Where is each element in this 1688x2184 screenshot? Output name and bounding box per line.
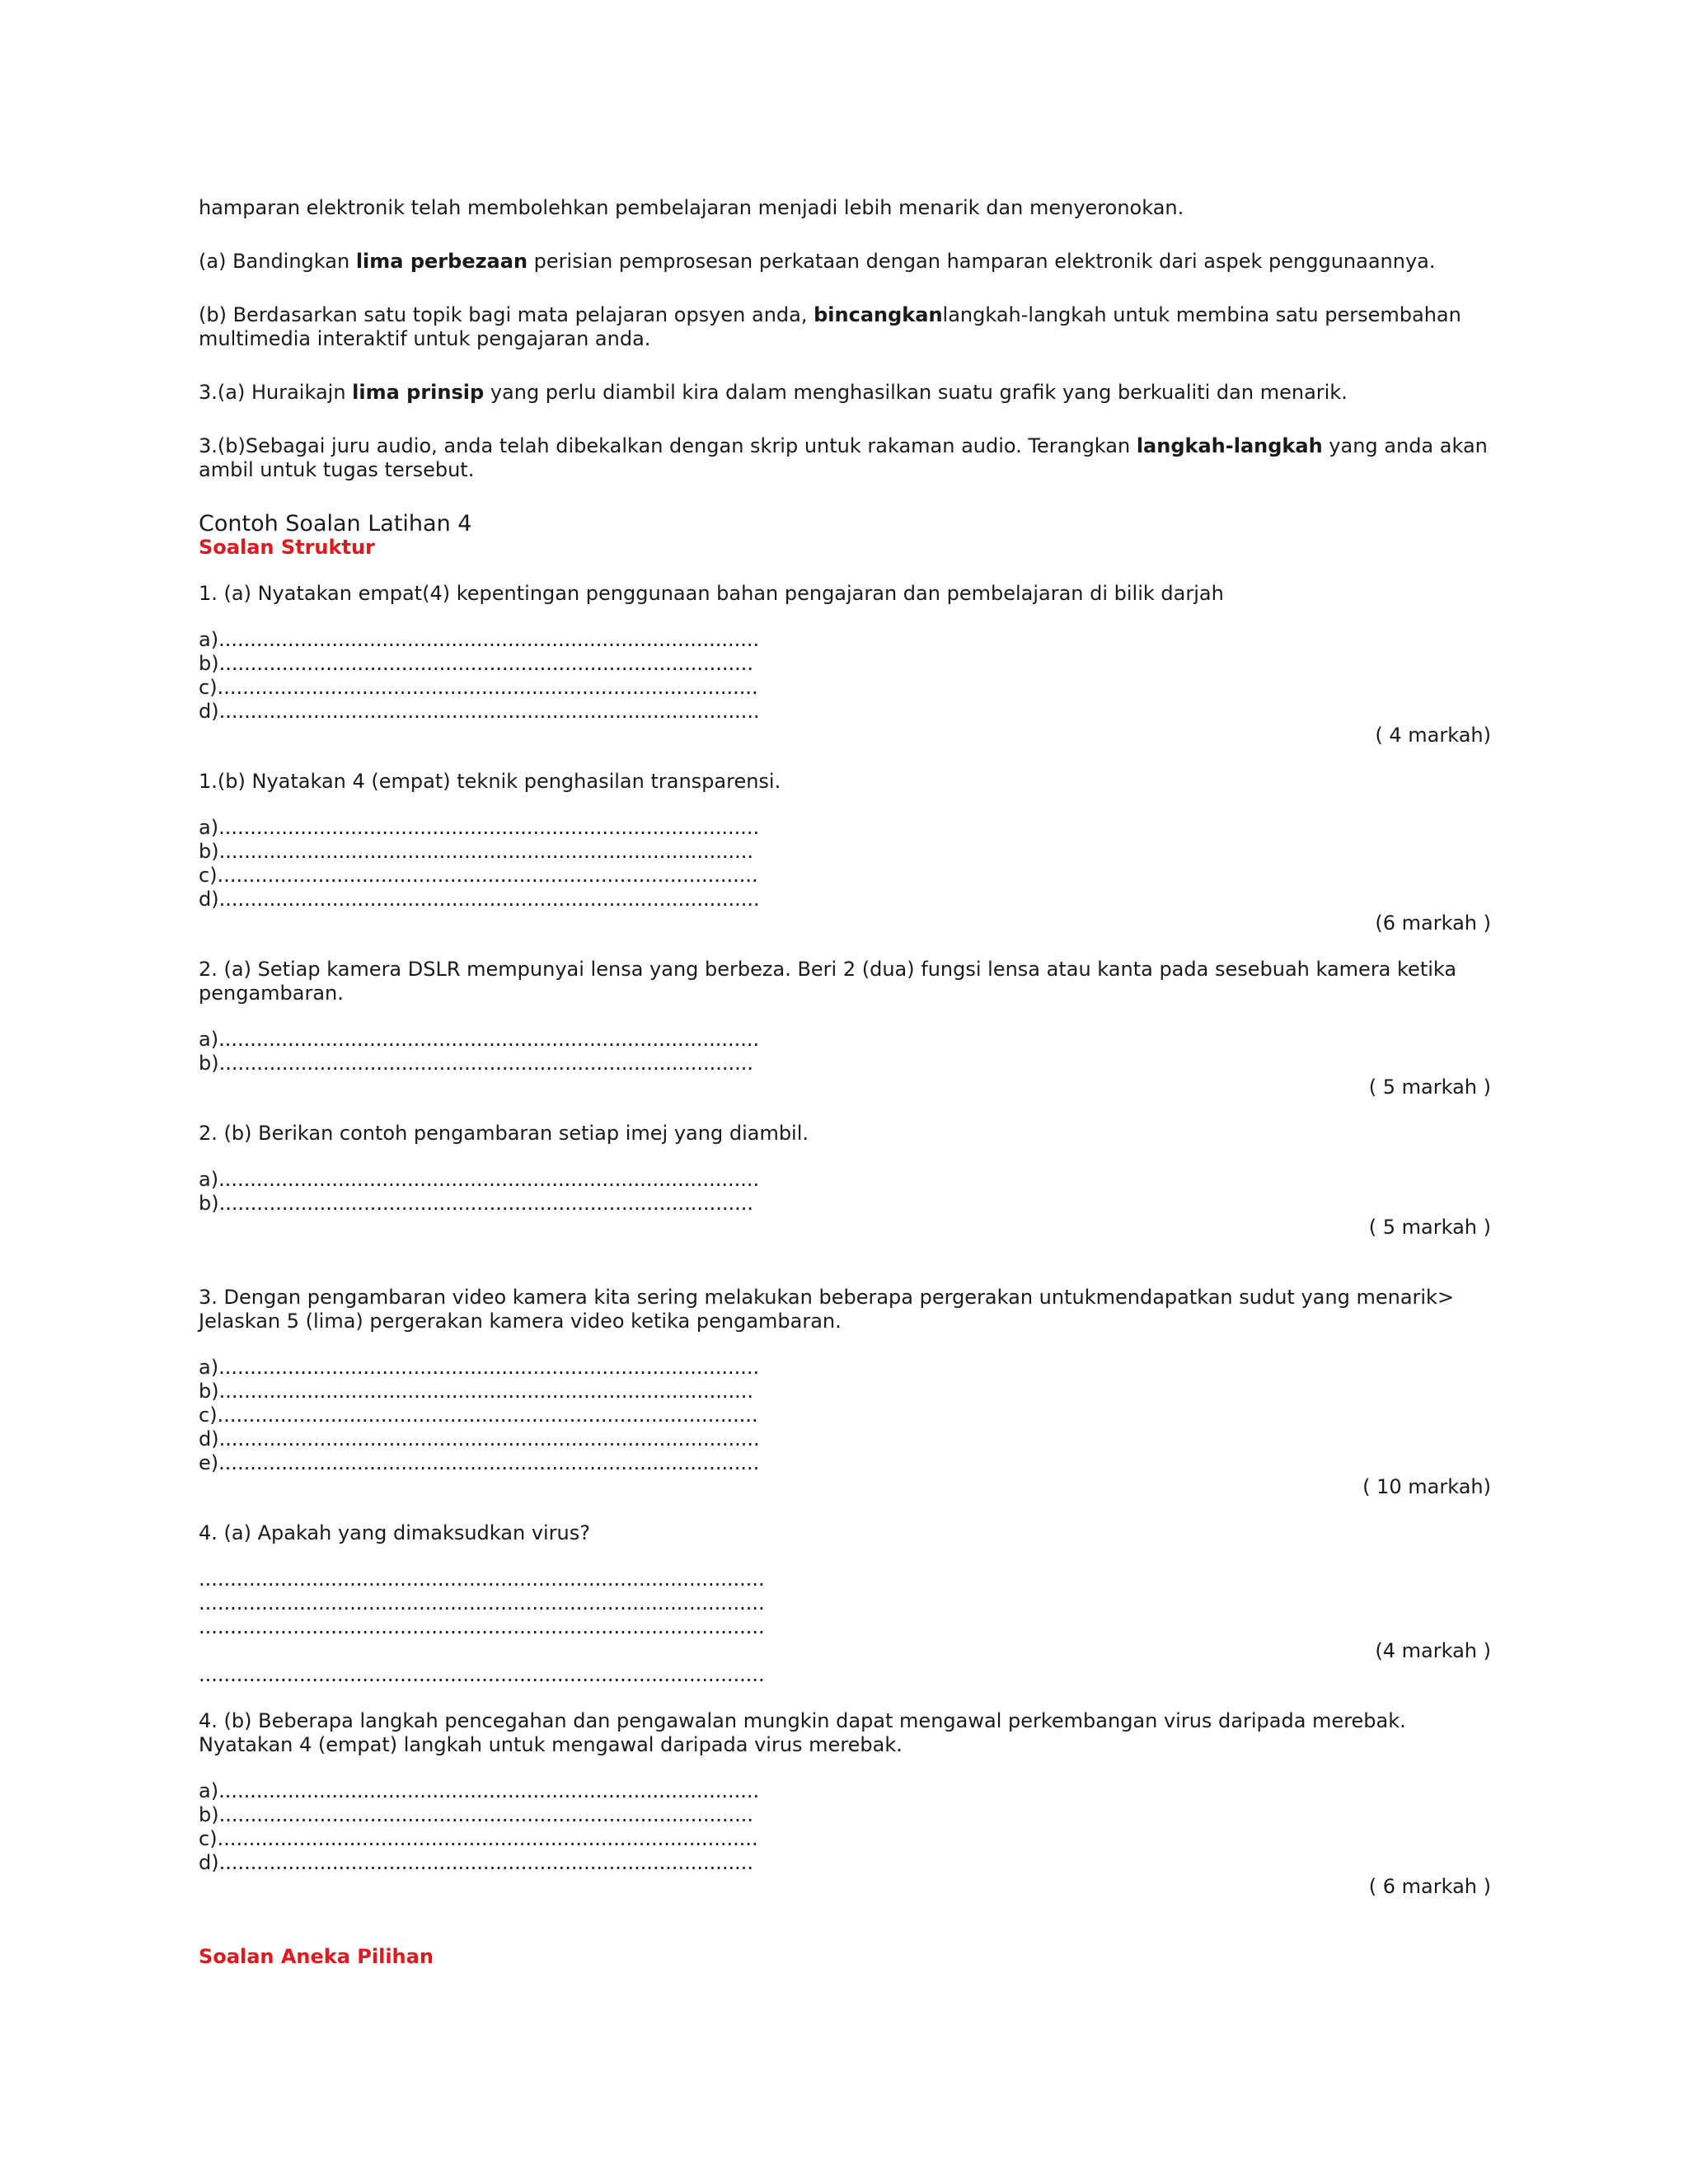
answer-line: d)......................................................................................: [199, 1427, 760, 1451]
struct-q2b-text: 2. (b) Berikan contoh pengambaran setiap imej yang diambil.: [199, 1122, 809, 1145]
answer-line: a)......................................................................................: [199, 1356, 760, 1379]
answer-line: c)......................................................................................: [199, 1827, 758, 1850]
question-3b-text: 3.(b)Sebagai juru audio, anda telah dibekalkan dengan skrip untuk rakaman audio. Terangkan langkah-langkah yang anda akan ambil untuk tugas tersebut.: [199, 434, 1488, 481]
struct-q3-answers: [199, 1356, 1491, 1475]
struct-q1a-text: 1. (a) Nyatakan empat(4) kepentingan penggunaan bahan pengajaran dan pembelajaran di bilik darjah: [199, 582, 1224, 605]
answer-line: a)......................................................................................: [199, 1028, 760, 1051]
question-2b-text: (b) Berdasarkan satu topik bagi mata pelajaran opsyen anda, bincangkanlangkah-langkah untuk membina satu persembahan multimedia interaktif untuk pengajaran anda.: [199, 303, 1461, 350]
struct-q1a-answers: [199, 628, 1491, 724]
answer-line: d)......................................................................................: [199, 888, 760, 911]
intro-line: hamparan elektronik telah membolehkan pembelajaran menjadi lebih menarik dan menyeronokan.: [199, 196, 1184, 219]
answer-line: b).....................................................................................: [199, 1192, 754, 1215]
struct-q1b-answers: [199, 816, 1491, 912]
struct-q4a-answers: [199, 1568, 1491, 1639]
answer-line: e)......................................................................................: [199, 1451, 760, 1474]
struct-q4b-text: 4. (b) Beberapa langkah pencegahan dan pengawalan mungkin dapat mengawal perkembangan virus daripada merebak. Nyatakan 4 (empat) langkah untuk mengawal daripada virus merebak.: [199, 1709, 1406, 1756]
answer-line: b).....................................................................................: [199, 1803, 754, 1826]
answer-line: ..........................................................................................: [199, 1591, 765, 1615]
answer-line: a)......................................................................................: [199, 628, 760, 651]
answer-line: ..........................................................................................: [199, 1615, 765, 1638]
struct-q1b-text: 1.(b) Nyatakan 4 (empat) teknik penghasilan transparensi.: [199, 770, 781, 793]
struct-q4b-answers: [199, 1779, 1491, 1875]
struct-q2a-text: 2. (a) Setiap kamera DSLR mempunyai lensa yang berbeza. Beri 2 (dua) fungsi lensa atau kanta pada sesebuah kamera ketika pengambaran.: [199, 958, 1457, 1005]
answer-line: b).....................................................................................: [199, 1380, 754, 1403]
struct-q2a-answers: [199, 1028, 1491, 1076]
struct-q1b-marks: (6 markah ): [1375, 912, 1491, 935]
struct-q4a-after: [199, 1663, 1491, 1687]
struct-q3-marks: ( 10 markah): [1362, 1475, 1491, 1498]
answer-line: b).....................................................................................: [199, 1052, 754, 1075]
section-subtitle: Soalan Struktur: [199, 536, 375, 559]
answer-line: a)......................................................................................: [199, 816, 760, 839]
struct-q2b-answers: [199, 1168, 1491, 1216]
struct-q3-text: 3. Dengan pengambaran video kamera kita sering melakukan beberapa pergerakan untukmendapatkan sudut yang menarik> Jelaskan 5 (lima) pergerakan kamera video ketika pengambaran.: [199, 1286, 1455, 1333]
struct-q4a-marks: (4 markah ): [1375, 1639, 1491, 1662]
answer-line: ..........................................................................................: [199, 1663, 765, 1686]
answer-line: ..........................................................................................: [199, 1568, 765, 1591]
answer-line: d).....................................................................................: [199, 1851, 754, 1874]
question-3a-text: 3.(a) Huraikajn lima prinsip yang perlu diambil kira dalam menghasilkan suatu grafik yang berkualiti dan menarik.: [199, 381, 1348, 404]
answer-line: c)......................................................................................: [199, 676, 758, 699]
answer-line: a)......................................................................................: [199, 1168, 760, 1191]
answer-line: b).....................................................................................: [199, 840, 754, 863]
answer-line: d)......................................................................................: [199, 700, 760, 723]
struct-q4a-text: 4. (a) Apakah yang dimaksudkan virus?: [199, 1521, 591, 1544]
section-title: Contoh Soalan Latihan 4: [199, 511, 472, 537]
struct-q1a-marks: ( 4 markah): [1375, 724, 1491, 747]
answer-line: b).....................................................................................: [199, 652, 754, 675]
document-page: [199, 196, 1491, 1969]
answer-line: a)......................................................................................: [199, 1779, 760, 1802]
struct-q4b-marks: ( 6 markah ): [1368, 1875, 1491, 1898]
struct-q2a-marks: ( 5 markah ): [1368, 1076, 1491, 1099]
answer-line: c)......................................................................................: [199, 1404, 758, 1427]
struct-q2b-marks: ( 5 markah ): [1368, 1216, 1491, 1239]
question-2a-text: (a) Bandingkan lima perbezaan perisian pemprosesan perkataan dengan hamparan elektronik dari aspek penggunaannya.: [199, 250, 1436, 273]
answer-line: c)......................................................................................: [199, 864, 758, 887]
footer-heading: Soalan Aneka Pilihan: [199, 1945, 434, 1968]
